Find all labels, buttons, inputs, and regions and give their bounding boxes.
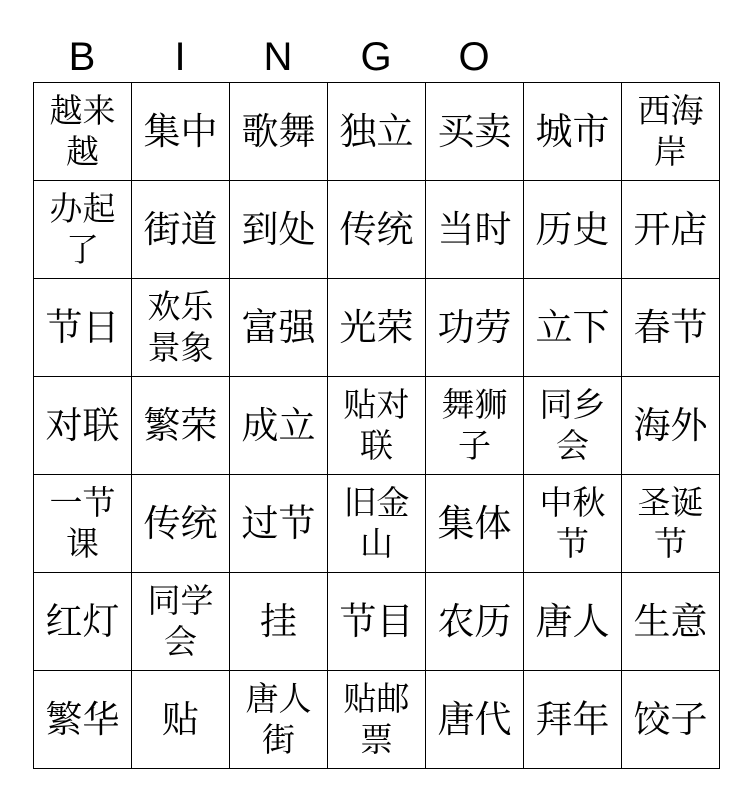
header-letter-n: N: [263, 35, 293, 79]
bingo-cell: [328, 377, 426, 475]
header-letter-i: I: [174, 35, 186, 79]
bingo-cell: [132, 573, 230, 671]
bingo-cell-text: 传统: [143, 501, 218, 545]
bingo-cell: [328, 475, 426, 573]
bingo-cell-text: 贴: [162, 697, 199, 741]
bingo-cell: [328, 83, 426, 181]
bingo-cell-text: 唐人: [535, 599, 610, 643]
bingo-row: [34, 181, 720, 279]
bingo-cell: [34, 671, 132, 769]
bingo-cell: [622, 671, 720, 769]
bingo-cell-text: 集中: [143, 109, 218, 153]
bingo-cell-text: 功劳: [437, 305, 512, 349]
bingo-cell: [524, 377, 622, 475]
bingo-cell: [230, 573, 328, 671]
bingo-cell: [622, 475, 720, 573]
header-letter-b: B: [68, 35, 96, 79]
bingo-cell: [230, 279, 328, 377]
bingo-cell: [132, 377, 230, 475]
bingo-cell: [132, 279, 230, 377]
bingo-cell: [230, 671, 328, 769]
bingo-cell-text: 歌舞: [241, 109, 316, 153]
bingo-cell: [622, 181, 720, 279]
bingo-cell: [328, 279, 426, 377]
bingo-cell-text: 农历: [437, 599, 512, 643]
bingo-cell: [524, 573, 622, 671]
bingo-cell-text: 买卖: [437, 109, 512, 153]
bingo-cell-text: 开店: [633, 207, 708, 251]
bingo-cell: [426, 377, 524, 475]
bingo-cell-text: 欢乐景象: [147, 287, 214, 367]
bingo-card-grid: [33, 82, 720, 769]
bingo-cell: [426, 573, 524, 671]
bingo-row: [34, 83, 720, 181]
bingo-row: [34, 573, 720, 671]
bingo-cell: [426, 671, 524, 769]
header-letter-g: G: [360, 35, 392, 79]
bingo-cell: [328, 573, 426, 671]
bingo-cell-text: 繁荣: [143, 403, 218, 447]
bingo-cell: [426, 475, 524, 573]
bingo-cell-text: 旧金山: [343, 483, 410, 563]
bingo-cell: [230, 475, 328, 573]
bingo-cell-text: 办起了: [49, 189, 116, 269]
bingo-cell: [524, 181, 622, 279]
bingo-cell-text: 一节课: [49, 483, 116, 563]
bingo-cell-text: 红灯: [45, 599, 120, 643]
bingo-cell-text: 拜年: [535, 697, 610, 741]
bingo-cell: [230, 83, 328, 181]
bingo-cell-text: 贴对联: [343, 385, 410, 465]
bingo-cell: [34, 377, 132, 475]
bingo-header: [33, 34, 719, 80]
bingo-cell-text: 唐代: [437, 697, 512, 741]
bingo-cell-text: 同乡会: [539, 385, 606, 465]
bingo-cell: [34, 279, 132, 377]
bingo-cell-text: 当时: [437, 207, 512, 251]
bingo-cell: [132, 181, 230, 279]
bingo-row: [34, 671, 720, 769]
bingo-cell: [524, 83, 622, 181]
bingo-cell-text: 同学会: [147, 581, 214, 661]
bingo-cell-text: 城市: [535, 109, 610, 153]
bingo-cell-text: 挂: [260, 599, 297, 643]
bingo-cell-text: 立下: [535, 305, 610, 349]
bingo-row: [34, 279, 720, 377]
bingo-cell: [132, 475, 230, 573]
bingo-cell: [34, 181, 132, 279]
bingo-cell: [230, 377, 328, 475]
bingo-cell-text: 集体: [437, 501, 512, 545]
bingo-cell: [622, 573, 720, 671]
bingo-cell: [524, 475, 622, 573]
bingo-cell-text: 历史: [535, 207, 610, 251]
bingo-cell: [622, 377, 720, 475]
bingo-cell-text: 传统: [339, 207, 414, 251]
bingo-cell-text: 到处: [241, 207, 316, 251]
bingo-cell-text: 街道: [143, 207, 218, 251]
bingo-cell-text: 生意: [633, 599, 708, 643]
bingo-cell-text: 光荣: [339, 305, 414, 349]
bingo-cell-text: 海外: [633, 403, 708, 447]
bingo-cell-text: 越来越: [49, 91, 116, 171]
bingo-cell-text: 贴邮票: [343, 679, 410, 759]
bingo-row: [34, 377, 720, 475]
bingo-cell: [426, 181, 524, 279]
bingo-cell: [328, 671, 426, 769]
bingo-cell-text: 春节: [633, 305, 708, 349]
bingo-cell-text: 节目: [339, 599, 414, 643]
bingo-cell-text: 独立: [339, 109, 414, 153]
bingo-cell: [426, 83, 524, 181]
bingo-cell: [132, 671, 230, 769]
bingo-cell: [426, 279, 524, 377]
bingo-cell-text: 成立: [241, 403, 316, 447]
bingo-cell-text: 圣诞节: [637, 483, 704, 563]
bingo-cell: [622, 279, 720, 377]
bingo-cell-text: 对联: [45, 403, 120, 447]
bingo-cell: [524, 671, 622, 769]
bingo-cell: [132, 83, 230, 181]
bingo-cell-text: 唐人街: [245, 679, 312, 759]
bingo-cell-text: 繁华: [45, 697, 120, 741]
bingo-cell: [34, 573, 132, 671]
bingo-cell-text: 过节: [241, 501, 316, 545]
bingo-cell: [230, 181, 328, 279]
bingo-cell: [328, 181, 426, 279]
bingo-cell: [34, 83, 132, 181]
bingo-cell-text: 节日: [45, 305, 120, 349]
bingo-row: [34, 475, 720, 573]
bingo-cell-text: 舞狮子: [441, 385, 508, 465]
bingo-cell-text: 饺子: [633, 697, 708, 741]
bingo-cell-text: 中秋节: [539, 483, 606, 563]
bingo-cell: [524, 279, 622, 377]
bingo-cell-text: 富强: [241, 305, 316, 349]
bingo-cell-text: 西海岸: [637, 91, 704, 171]
header-letter-o: O: [458, 35, 490, 79]
bingo-cell: [34, 475, 132, 573]
bingo-cell: [622, 83, 720, 181]
